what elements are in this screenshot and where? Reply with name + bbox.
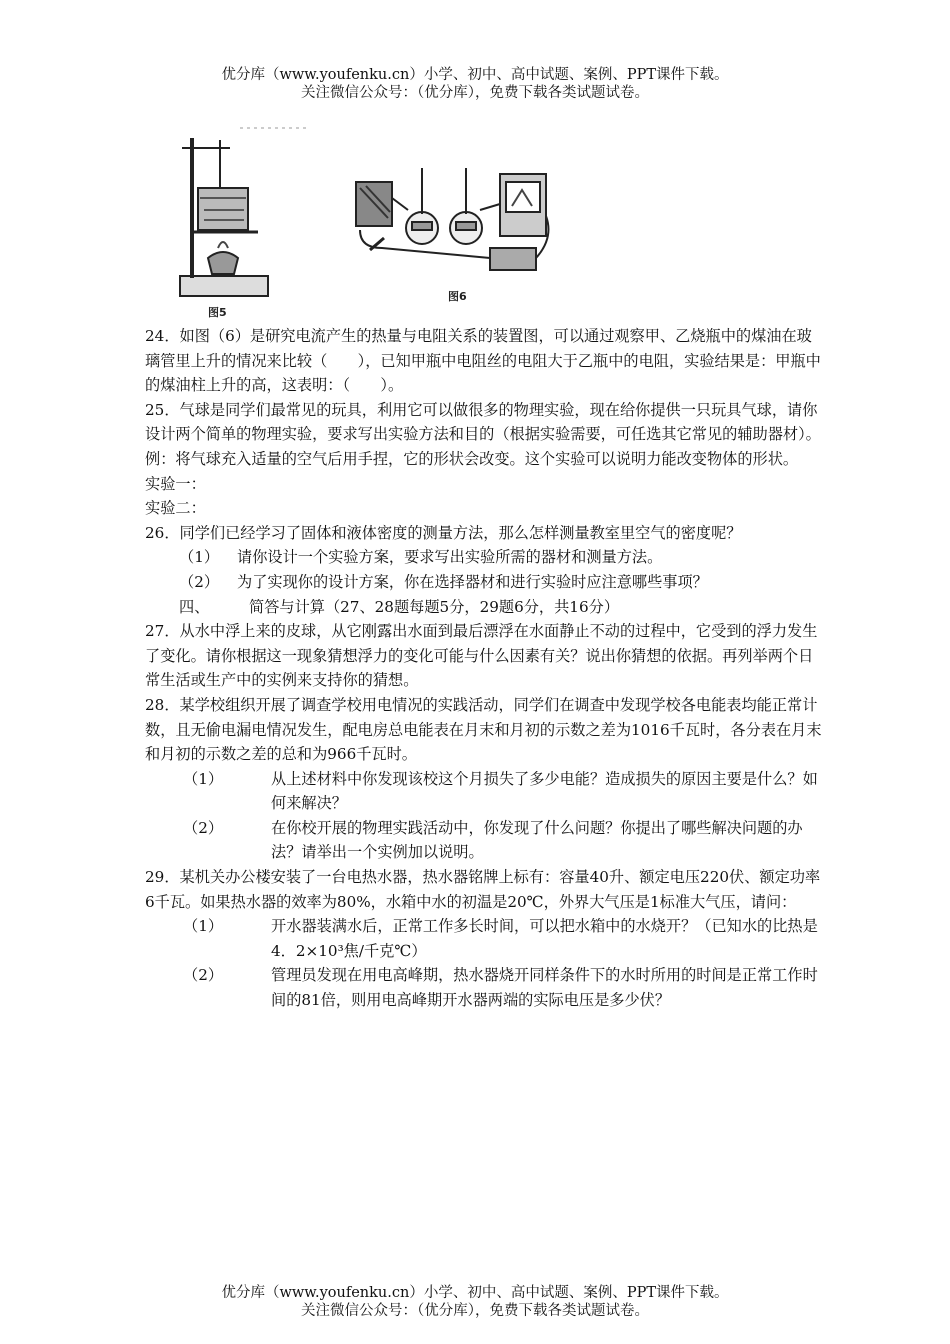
question-25-experiment-1: 实验一： — [145, 474, 206, 493]
item-number: （1） — [179, 548, 220, 567]
figure-6-drawing — [356, 168, 548, 270]
section-4-heading — [145, 595, 825, 620]
footer-line-2: 关注微信公众号：（优分库），免费下载各类试题试卷。 — [301, 1303, 649, 1319]
section-title: 简答与计算（27、28题每题5分，29题6分，共16分） — [249, 597, 620, 616]
question-25: 25．气球是同学们最常见的玩具，利用它可以做很多的物理实验，现在给你提供一只玩具气球，请你设计两个简单的物理实验，要求写出实验方法和目的（根据实验需要，可任选其它常见的辅助器材）。 — [145, 400, 821, 444]
item-text: 请你设计一个实验方案，要求写出实验所需的器材和测量方法。 — [237, 548, 663, 567]
footer-line-1: 优分库（www.youfenku.cn）小学、初中、高中试题、案例、PPT课件下载。 — [221, 1285, 729, 1301]
apparatus-figures — [160, 118, 760, 320]
figures-area — [160, 118, 760, 320]
question-24: 24．如图（6）是研究电流产生的热量与电阻关系的装置图，可以通过观察甲、乙烧瓶中的煤油在玻璃管里上升的情况来比较（ ），已知甲瓶中电阻丝的电阻大于乙瓶中的电阻，实验结果是：甲瓶中的煤油柱上升的高，这表明：（ ）。 — [145, 327, 821, 395]
page-footer — [0, 1284, 950, 1320]
item-number: （2） — [183, 966, 224, 985]
item-number: （1） — [183, 769, 224, 788]
question-25-example: 例：将气球充入适量的空气后用手捏，它的形状会改变。这个实验可以说明力能改变物体的形状。 — [145, 449, 799, 468]
header-line-2: 关注微信公众号：（优分库），免费下载各类试题试卷。 — [301, 85, 649, 101]
item-number: （2） — [183, 818, 224, 837]
figure-5-drawing — [180, 128, 310, 296]
question-26-item — [145, 545, 825, 570]
question-28: 28．某学校组织开展了调查学校用电情况的实践活动，同学们在调查中发现学校各电能表均能正常计数，且无偷电漏电情况发生，配电房总电能表在月末和月初的示数之差为1016千瓦时，各分表在月末和月初的示数之差的总和为966千瓦时。 — [145, 695, 822, 764]
item-text: 从上述材料中你发现该校这个月损失了多少电能？造成损失的原因主要是什么？如何来解决？ — [271, 769, 818, 813]
question-29-item — [145, 914, 825, 963]
question-26-item — [145, 570, 825, 595]
item-text: 在你校开展的物理实践活动中，你发现了什么问题？你提出了哪些解决问题的办法？请举出一个实例加以说明。 — [271, 818, 803, 862]
page-header — [0, 66, 950, 102]
question-26: 26．同学们已经学习了固体和液体密度的测量方法，那么怎样测量教室里空气的密度呢？ — [145, 523, 742, 542]
question-28-item — [145, 767, 825, 816]
question-28-item — [145, 816, 825, 865]
figure-6-label: 图6 — [448, 290, 467, 303]
question-29-item — [145, 963, 825, 1012]
item-text: 开水器装满水后，正常工作多长时间，可以把水箱中的水烧开？（已知水的比热是4．2×10³焦/千克℃） — [271, 917, 818, 960]
question-29: 29．某机关办公楼安装了一台电热水器，热水器铭牌上标有：容量40升、额定电压220伏、额定功率6千瓦。如果热水器的效率为80%，水箱中水的初温是20℃，外界大气压是1标准大气压，请问： — [145, 868, 821, 911]
item-number: （1） — [183, 917, 224, 936]
question-27: 27．从水中浮上来的皮球，从它刚露出水面到最后漂浮在水面静止不动的过程中，它受到的浮力发生了变化。请你根据这一现象猜想浮力的变化可能与什么因素有关？说出你猜想的依据。再列举两个日常生活或生产中的实例来支持你的猜想。 — [145, 622, 818, 690]
header-line-1: 优分库（www.youfenku.cn）小学、初中、高中试题、案例、PPT课件下载。 — [221, 67, 729, 83]
figure-5-label: 图5 — [208, 306, 227, 319]
section-number: 四、 — [179, 597, 210, 616]
question-25-experiment-2: 实验二： — [145, 499, 206, 518]
question-content — [145, 324, 825, 1013]
item-text: 为了实现你的设计方案，你在选择器材和进行实验时应注意哪些事项？ — [237, 572, 708, 591]
item-number: （2） — [179, 572, 220, 591]
item-text: 管理员发现在用电高峰期，热水器烧开同样条件下的水时所用的时间是正常工作时间的81倍，则用电高峰期开水器两端的实际电压是多少伏？ — [271, 966, 818, 1010]
